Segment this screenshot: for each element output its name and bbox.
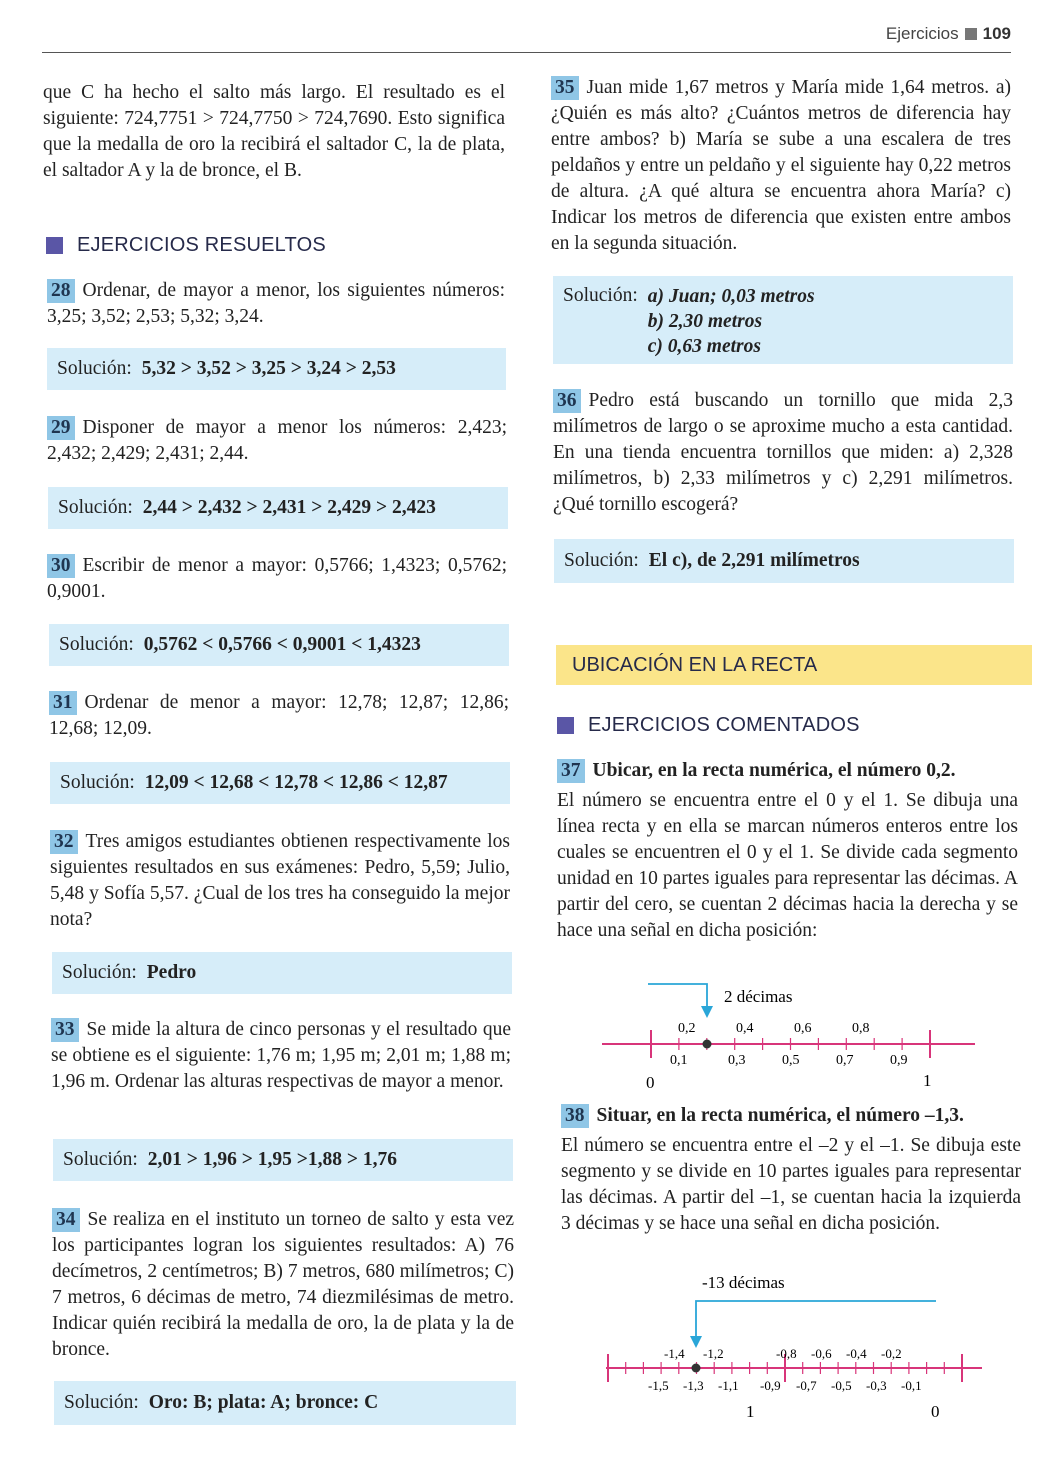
exercise-37: 37 Ubicar, en la recta numérica, el número 0,2. El número se encuentra entre el 0 y el 1. Se dibuja una línea recta y en ella se marcan números enteros entre los cuales se encuentren el 0 y el 1. Se divide cada segmento unidad en 10 partes iguales para representar las décimas. A partir del cero, se cuentan 2 décimas hacia la derecha y se hace una señal en dicha posición:: [557, 760, 1018, 941]
exercise-29: 29 Disponer de mayor a menor los números: 2,423; 2,432; 2,429; 2,431; 2,44.: [47, 417, 507, 464]
tick-label: 0,6: [794, 1021, 812, 1036]
number-line-0-2: [590, 975, 990, 1093]
exercise-34: 34 Se realiza en el instituto un torneo de salto y esta vez los participantes logran los siguientes resultados: A) 76 decímetros, 2 centímetros; B) 7 metros, 680 milímetros; C) 7 metros, 6 décimas de metro, 74 diezmilésimas de metro. Indicar quién recibirá la medalla de oro, la de plata y la de bronce.: [52, 1209, 514, 1360]
tick-label: -1,4: [664, 1346, 685, 1361]
yellow-section-band: UBICACIÓN EN LA RECTA: [556, 645, 1032, 685]
tick-label: -0,9: [760, 1378, 781, 1393]
exercise-36: 36 Pedro está buscando un tornillo que mida 2,3 milímetros de largo o se aproxime mucho a esta cantidad. En una tienda encuentra tornillos que miden: a) 2,328 milímetros, b) 2,33 milímetros y c) 2,291 milímetros. ¿Qué tornillo escogerá?: [553, 390, 1013, 515]
tick-label: -0,5: [831, 1378, 852, 1393]
end-label: 1: [746, 1402, 755, 1421]
tick-label: -0,2: [881, 1346, 902, 1361]
end-label: 0: [931, 1402, 940, 1421]
header-section: Ejercicios: [885, 24, 959, 43]
solution-29: Solución: 2,44 > 2,432 > 2,431 > 2,429 > 2,423: [48, 487, 508, 529]
point-marker: [703, 1040, 712, 1049]
section-heading-comentados: EJERCICIOS COMENTADOS: [557, 714, 860, 737]
exercise-32: 32 Tres amigos estudiantes obtienen respectivamente los siguientes resultados en sus exámenes: Pedro, 5,59; Julio, 5,48 y Sofía 5,57. ¿Cual de los tres ha conseguido la mejor nota?: [50, 831, 510, 930]
tick-label: -0,1: [901, 1378, 922, 1393]
solution-33: Solución: 2,01 > 1,96 > 1,95 >1,88 > 1,76: [53, 1139, 513, 1181]
tick-label: -0,4: [846, 1346, 867, 1361]
number-line-neg-1-3: [600, 1268, 1000, 1428]
tick-label: 0,2: [678, 1021, 696, 1036]
arrow-path: [696, 1301, 936, 1338]
exercise-38: 38 Situar, en la recta numérica, el número –1,3. El número se encuentra entre el –2 y el –1. Se dibuja este segmento y se divide en 10 partes iguales para representar las décimas. A partir del –1, se cuentan hacia la izquierda 3 décimas y se hace una señal en dicha posición.: [561, 1105, 1021, 1234]
tick-label: -1,3: [683, 1378, 704, 1393]
tick-label: 0,1: [670, 1053, 688, 1068]
solution-35: Solución: a) Juan; 0,03 metros b) 2,30 metros c) 0,63 metros: [553, 276, 1013, 364]
section-square-icon: [46, 237, 63, 254]
solution-30: Solución: 0,5762 < 0,5766 < 0,9001 < 1,4323: [49, 624, 509, 666]
exercise-31: 31 Ordenar de menor a mayor: 12,78; 12,87; 12,86; 12,68; 12,09.: [49, 692, 509, 739]
section-square-icon: [557, 717, 574, 734]
line-label: 2 décimas: [724, 987, 793, 1006]
arrow-head: [701, 1006, 713, 1018]
tick-label: 0,9: [890, 1053, 908, 1068]
tick-label: 0,4: [736, 1021, 754, 1036]
tick-label: 0,5: [782, 1053, 800, 1068]
end-label: 1: [923, 1071, 932, 1090]
tick-label: -1,2: [703, 1346, 724, 1361]
tick-label: 0,3: [728, 1053, 746, 1068]
solution-36: Solución: El c), de 2,291 milímetros: [554, 539, 1014, 583]
tick-label: 0,7: [836, 1053, 854, 1068]
solution-28: Solución: 5,32 > 3,52 > 3,25 > 3,24 > 2,53: [47, 348, 506, 390]
solution-32: Solución: Pedro: [52, 952, 512, 994]
exercise-28: 28 Ordenar, de mayor a menor, los siguientes números: 3,25; 3,52; 2,53; 5,32; 3,24.: [47, 280, 505, 327]
header-square-icon: [965, 28, 977, 40]
tick-label: -1,1: [718, 1378, 739, 1393]
tick-label: -0,7: [796, 1378, 817, 1393]
point-marker: [692, 1364, 701, 1373]
tick-label: -1,5: [648, 1378, 669, 1393]
end-label: 0: [646, 1073, 655, 1092]
tick-label: -0,3: [866, 1378, 887, 1393]
exercise-30: 30 Escribir de menor a mayor: 0,5766; 1,4323; 0,5762; 0,9001.: [47, 555, 507, 602]
exercise-35: 35 Juan mide 1,67 metros y María mide 1,64 metros. a) ¿Quién es más alto? ¿Cuántos metros de diferencia hay entre ambos? b) María se sube a una escalera de tres peldaños y entre un peldaño y el siguiente hay 0,22 metros de altura. ¿A qué altura se encuentra ahora María? c) Indicar los metros de diferencia que existen entre ambos en la segunda situación.: [551, 77, 1011, 254]
tick-label: 0,8: [852, 1021, 870, 1036]
intro-paragraph: que C ha hecho el salto más largo. El resultado es el siguiente: 724,7751 > 724,7750 > 724,7690. Esto significa que la medalla de oro la recibirá el saltador C, la de plata, el saltador A y la de bronce, el B.: [43, 82, 505, 181]
line-label: -13 décimas: [702, 1273, 785, 1292]
arrow-path: [648, 984, 707, 1009]
arrow-head: [690, 1336, 702, 1348]
section-heading-resueltos: EJERCICIOS RESUELTOS: [46, 234, 326, 257]
page-number: 109: [982, 24, 1011, 43]
solution-34: Solución: Oro: B; plata: A; bronce: C: [54, 1381, 516, 1425]
page-header: [42, 18, 1011, 53]
tick-label: -0,8: [776, 1346, 797, 1361]
solution-31: Solución: 12,09 < 12,68 < 12,78 < 12,86 < 12,87: [50, 762, 510, 804]
tick-label: -0,6: [811, 1346, 832, 1361]
exercise-33: 33 Se mide la altura de cinco personas y el resultado que se obtiene es el siguiente: 1,76 m; 1,95 m; 2,01 m; 1,88 m; 1,96 m. Ordenar las alturas respectivas de mayor a menor.: [51, 1019, 511, 1092]
